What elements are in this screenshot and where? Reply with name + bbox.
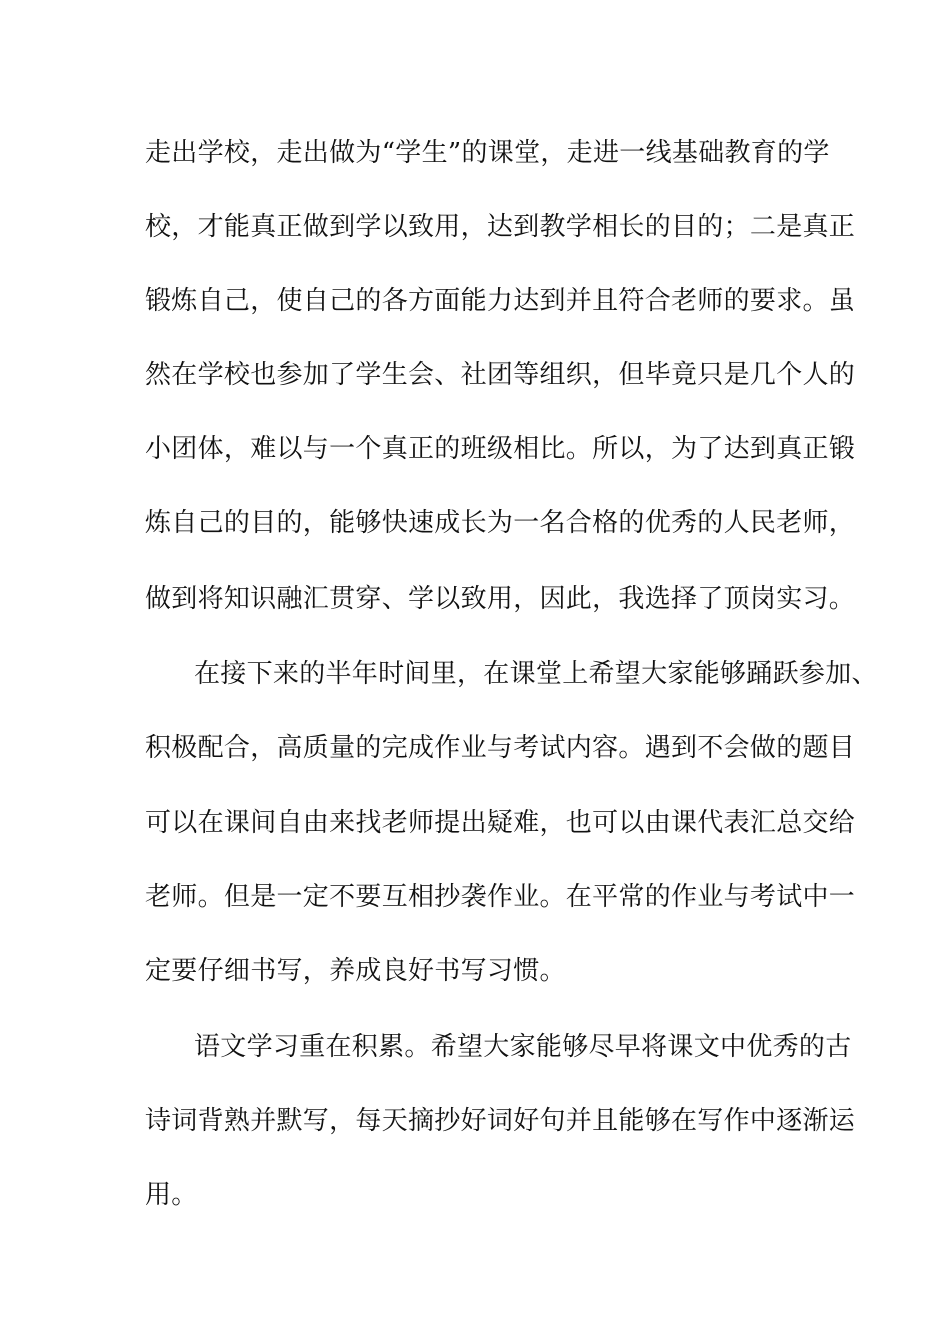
- paragraph-line: 诗词背熟并默写，每天摘抄好词好句并且能够在写作中逐渐运: [145, 1106, 856, 1136]
- paragraph-line: 炼自己的目的，能够快速成长为一名合格的优秀的人民老师，: [145, 508, 856, 538]
- paragraph-line: 在接下来的半年时间里，在课堂上希望大家能够踊跃参加、: [194, 659, 878, 689]
- paragraph-line: 用。: [145, 1180, 198, 1210]
- paragraph-line: 走出学校，走出做为“学生”的课堂，走进一线基础教育的学: [145, 138, 830, 168]
- paragraph-line: 然在学校也参加了学生会、社团等组织，但毕竟只是几个人的: [145, 360, 856, 390]
- paragraph-line: 锻炼自己，使自己的各方面能力达到并且符合老师的要求。虽: [145, 286, 856, 316]
- paragraph-line: 定要仔细书写，养成良好书写习惯。: [145, 956, 566, 986]
- paragraph-line: 积极配合，高质量的完成作业与考试内容。遇到不会做的题目: [145, 733, 856, 763]
- paragraph-line: 小团体，难以与一个真正的班级相比。所以，为了达到真正锻: [145, 434, 856, 464]
- paragraph-line: 可以在课间自由来找老师提出疑难，也可以由课代表汇总交给: [145, 808, 856, 838]
- paragraph-line: 做到将知识融汇贯穿、学以致用，因此，我选择了顶岗实习。: [145, 584, 856, 614]
- paragraph-line: 校，才能真正做到学以致用，达到教学相长的目的；二是真正: [145, 212, 856, 242]
- paragraph-line: 老师。但是一定不要互相抄袭作业。在平常的作业与考试中一: [145, 882, 856, 912]
- paragraph-line: 语文学习重在积累。希望大家能够尽早将课文中优秀的古: [194, 1032, 852, 1062]
